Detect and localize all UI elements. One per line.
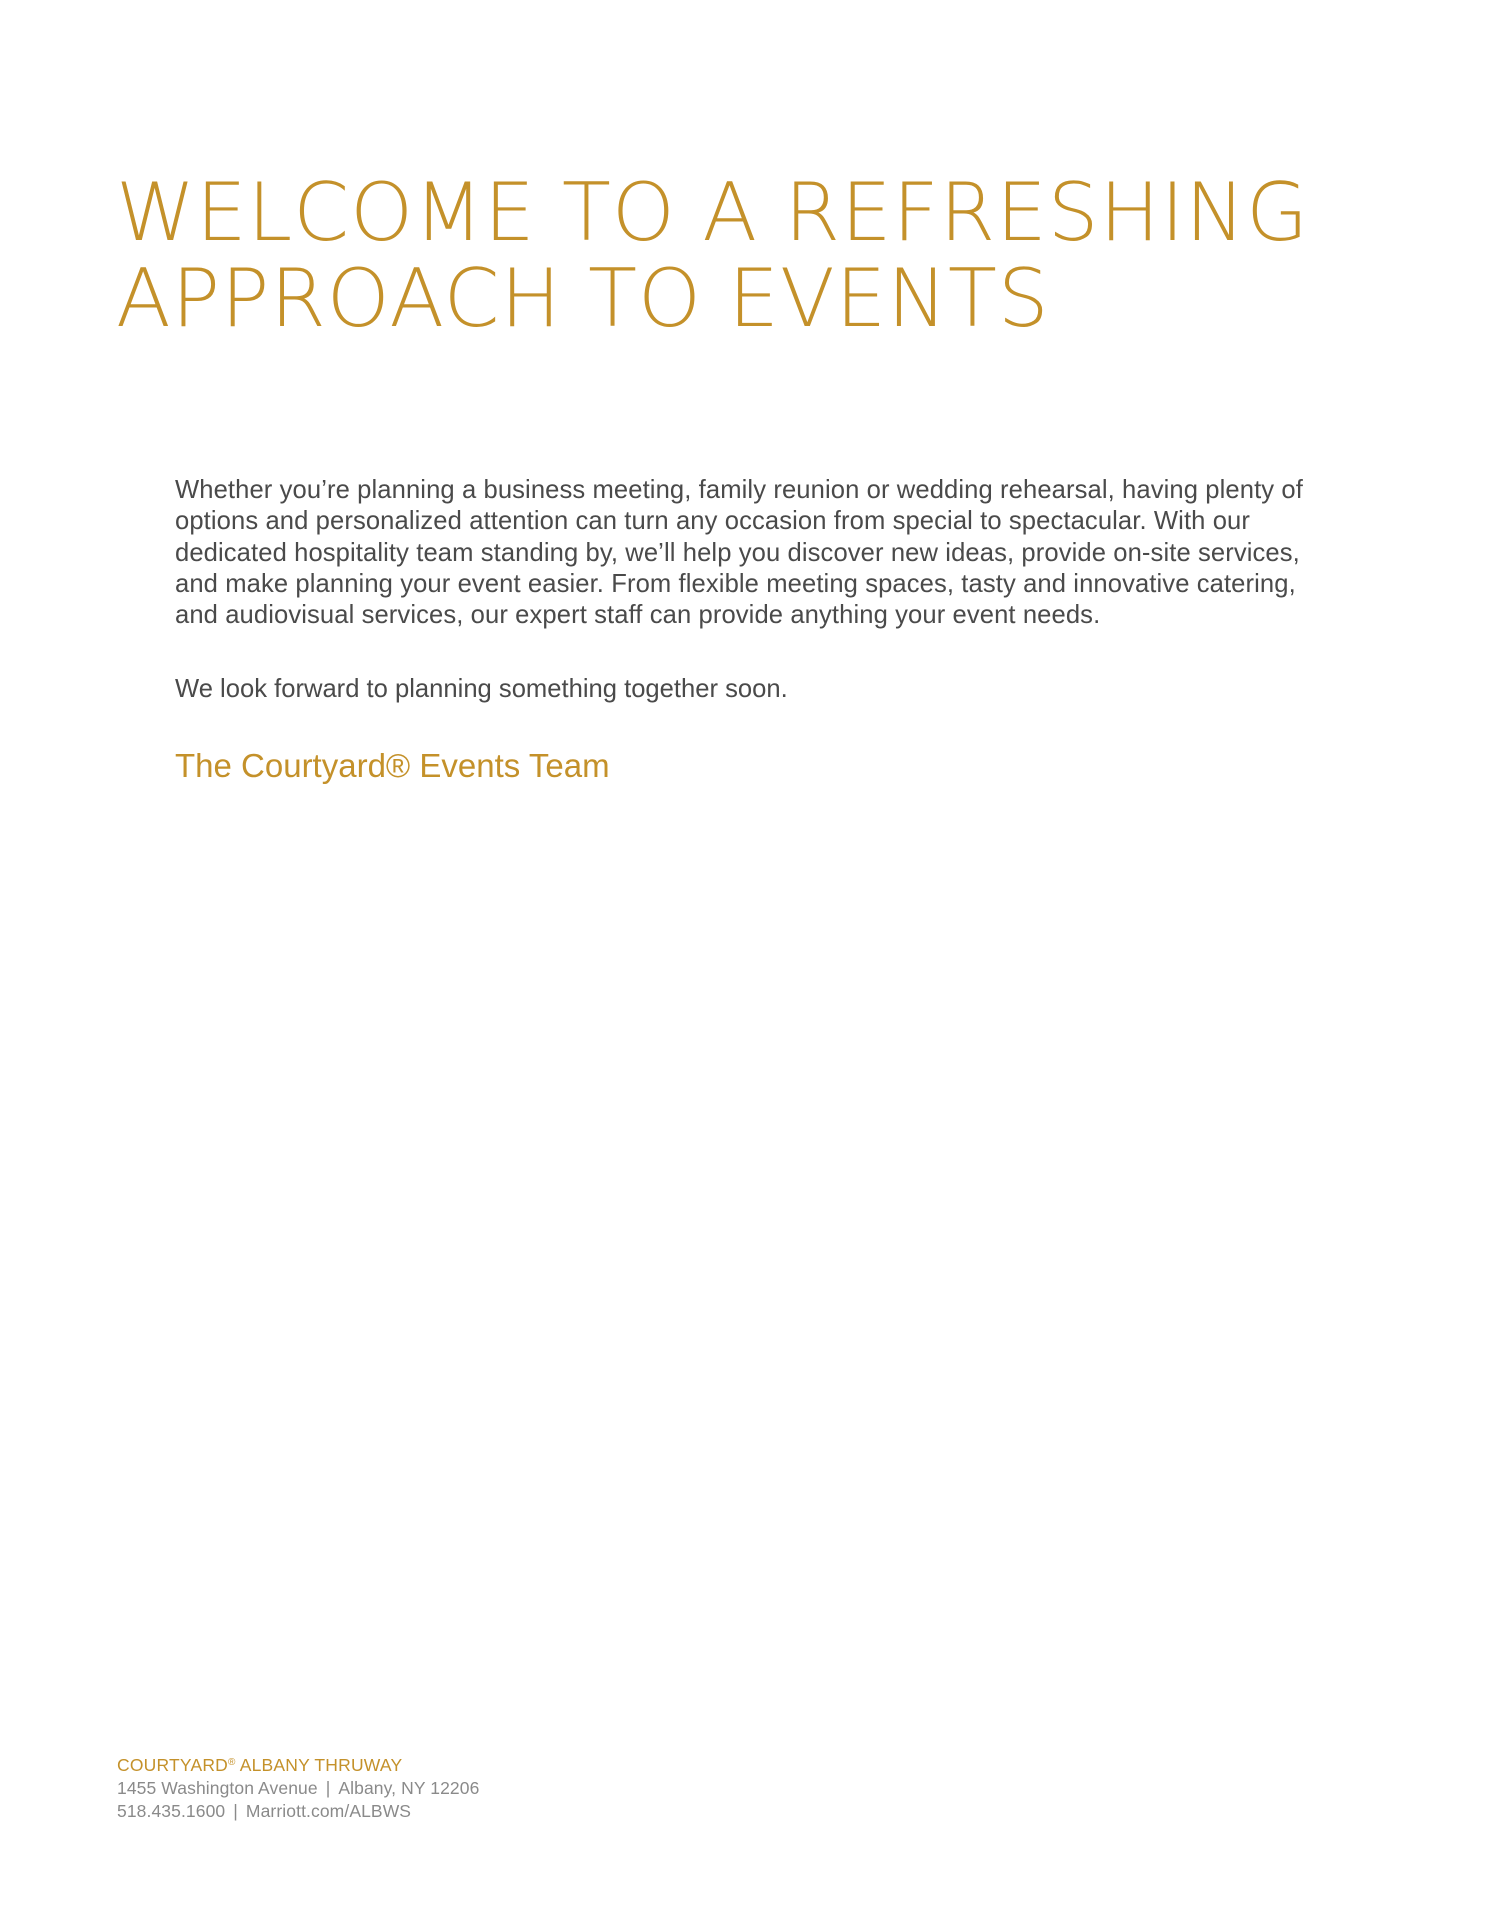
address-line	[117, 1777, 817, 1800]
title-line-2: APPROACH TO EVENTS	[116, 252, 1050, 345]
city-state-zip: Albany, NY 12206	[338, 1778, 480, 1798]
contact-line	[117, 1800, 817, 1823]
page-title	[116, 166, 1416, 345]
brand-name: COURTYARD	[117, 1755, 229, 1775]
letter-body	[175, 475, 1345, 785]
location-name: ALBANY THRUWAY	[235, 1755, 403, 1775]
separator: |	[325, 1778, 331, 1798]
signature: The Courtyard® Events Team	[175, 747, 610, 785]
hotel-name	[117, 1751, 817, 1777]
website-link[interactable]: Marriott.com/ALBWS	[245, 1801, 412, 1821]
registered-mark: ®	[228, 1757, 236, 1768]
closing-line: We look forward to planning something together soon.	[175, 675, 788, 704]
footer	[117, 1751, 817, 1823]
title-line-1: WELCOME TO A REFRESHING	[116, 166, 1310, 259]
phone-number: 518.435.1600	[117, 1801, 226, 1821]
intro-paragraph: Whether you’re planning a business meeting, family reunion or wedding rehearsal, having plenty of options and personalized attention can turn any occasion from special to spectacular. With our dedicated hospitality team standing by, we’ll help you discover new ideas, provide on-site services, and make planning your event easier. From flexible meeting spaces, tasty and innovative catering, and audiovisual services, our expert staff can provide anything your event needs.	[175, 476, 1303, 630]
separator: |	[233, 1801, 238, 1821]
street-address: 1455 Washington Avenue	[117, 1778, 318, 1798]
